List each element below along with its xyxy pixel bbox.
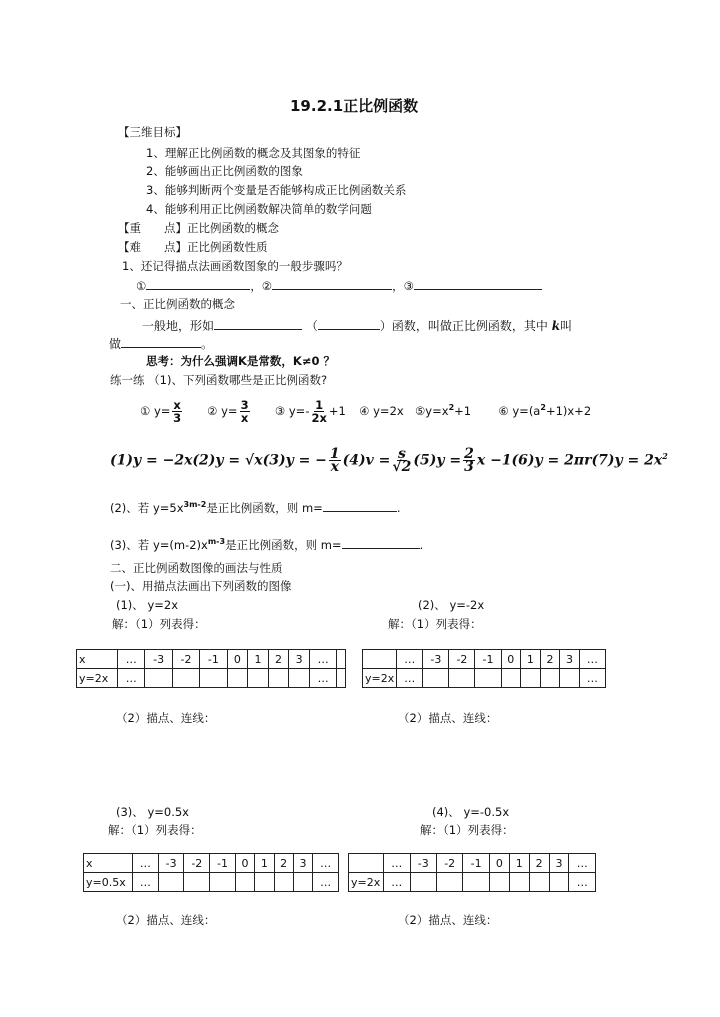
plot-label: （2）描点、连线：: [116, 711, 216, 725]
table-input-cell[interactable]: [449, 669, 475, 688]
problem-label: (1)、 y=2x: [116, 598, 179, 612]
table-cell: 2: [274, 854, 293, 873]
numerator: x: [173, 397, 181, 412]
paren-open: （: [305, 319, 318, 333]
think-question: 思考：为什么强调K是常数，K≠0 ？: [146, 354, 335, 368]
definition-text: 做: [109, 337, 122, 351]
table-cell: 2: [268, 650, 289, 669]
step1-blank[interactable]: [146, 277, 250, 290]
table-cell: -2: [172, 650, 199, 669]
table-row: [84, 854, 339, 873]
table-input-cell[interactable]: [200, 669, 227, 688]
table-input-cell[interactable]: [210, 873, 236, 892]
table-cell: …: [118, 650, 145, 669]
numerator: 2: [464, 446, 474, 463]
table-input-cell[interactable]: [235, 873, 254, 892]
difficulty: 【难 点】正比例函数性质: [118, 240, 268, 254]
table-row: [77, 650, 346, 669]
option-label: ①: [140, 403, 151, 418]
table-cell: 0: [227, 650, 248, 669]
option-text: y=: [221, 403, 238, 418]
table-cell: [363, 650, 397, 669]
table-cell: y=2x: [363, 669, 397, 688]
question-3: [110, 534, 423, 553]
table-input-cell[interactable]: [521, 669, 541, 688]
math-list: [110, 438, 668, 479]
step2-blank[interactable]: [272, 277, 392, 290]
table-row: [84, 873, 339, 892]
table-input-cell[interactable]: [293, 873, 312, 892]
form-blank[interactable]: [214, 317, 302, 330]
table-cell: -2: [449, 650, 475, 669]
numerator: 1: [315, 397, 324, 412]
question-2: [110, 497, 400, 516]
table-cell: 2: [529, 854, 549, 873]
math-item: (6)y = 2πr: [511, 452, 592, 469]
math-item: (4)v =: [342, 452, 391, 469]
table-cell: …: [579, 669, 605, 688]
option-text: y=: [153, 403, 171, 418]
table-input-cell[interactable]: [436, 873, 462, 892]
table-input-cell[interactable]: [501, 669, 521, 688]
denominator: x: [240, 410, 249, 425]
question-text: (2)、若 y=5x: [110, 500, 184, 515]
table-cell: -1: [200, 650, 227, 669]
page-title: 19.2.1正比例函数: [290, 97, 419, 115]
table-cell: -1: [475, 650, 501, 669]
goal-item: 1、理解正比例函数的概念及其图象的特征: [146, 146, 361, 160]
table-input-cell[interactable]: [184, 873, 210, 892]
value-table: [362, 649, 606, 688]
m-answer-blank[interactable]: [323, 499, 397, 512]
table-cell: [337, 669, 346, 688]
table-row: [349, 873, 596, 892]
option-label: ②: [207, 403, 218, 418]
table-cell: 1: [248, 650, 269, 669]
table-input-cell[interactable]: [540, 669, 560, 688]
option-text: y=-: [288, 403, 310, 418]
definition-line: [142, 317, 572, 334]
definition-line-2: [109, 335, 213, 352]
condition-blank[interactable]: [318, 317, 380, 330]
math-item: (7)y = 2x: [591, 452, 663, 469]
step-marker: ，②: [250, 279, 273, 293]
table-input-cell[interactable]: [475, 669, 501, 688]
exponent: 2: [662, 451, 668, 461]
option-text: ⑤y=x: [415, 403, 449, 418]
math-item: (2)y = √x: [192, 452, 263, 469]
table-cell: …: [309, 650, 336, 669]
table-cell: 3: [549, 854, 569, 873]
math-item: x −1: [476, 452, 512, 469]
table-cell: …: [118, 669, 145, 688]
table-cell: -2: [436, 854, 462, 873]
section1-heading: 一、正比例函数的概念: [120, 297, 235, 311]
goal-item: 4、能够利用正比例函数解决简单的数学问题: [146, 202, 372, 216]
table-cell: 3: [560, 650, 580, 669]
denominator: 2x: [311, 410, 327, 425]
table-cell: x: [77, 650, 118, 669]
denominator: 3: [173, 410, 182, 425]
value-table: [76, 649, 346, 688]
options-row: [140, 392, 591, 427]
table-row: [363, 669, 606, 688]
table-input-cell[interactable]: [268, 669, 289, 688]
table-cell: -1: [463, 854, 489, 873]
table-cell: …: [569, 854, 596, 873]
option-text: ④ y=2x: [359, 403, 404, 418]
problem-label: (2)、 y=-2x: [418, 598, 485, 612]
denominator: x: [330, 459, 339, 476]
solve-label: 解：（1）列表得：: [420, 823, 514, 837]
question-text: 是正比例函数，则 m=: [206, 500, 323, 515]
table-cell: …: [133, 873, 159, 892]
table-input-cell[interactable]: [410, 873, 436, 892]
fraction: [240, 399, 250, 424]
table-cell: 1: [521, 650, 541, 669]
fraction: [392, 446, 412, 476]
table-input-cell[interactable]: [255, 873, 274, 892]
k-symbol: k: [551, 319, 561, 333]
question-text: .: [396, 500, 401, 515]
goal-item: 3、能够判断两个变量是否能够构成正比例函数关系: [146, 183, 407, 197]
table-cell: …: [384, 873, 411, 892]
table-cell: [349, 854, 384, 873]
table-cell: …: [313, 873, 339, 892]
math-item: (3)y = −: [262, 452, 327, 469]
table-cell: [337, 650, 346, 669]
option-text: ⑥ y=(a: [498, 403, 541, 418]
table-input-cell[interactable]: [274, 873, 293, 892]
table-cell: -3: [158, 854, 184, 873]
table-input-cell[interactable]: [172, 669, 199, 688]
step-marker: ①: [136, 279, 147, 293]
goals-heading: 【三维目标】: [118, 125, 187, 139]
plot-label: （2）描点、连线：: [398, 711, 498, 725]
table-input-cell[interactable]: [423, 669, 449, 688]
table-cell: y=2x: [77, 669, 118, 688]
goal-item: 2、能够画出正比例函数的图象: [146, 164, 303, 178]
table-row: [363, 650, 606, 669]
table-input-cell[interactable]: [248, 669, 269, 688]
m-answer-blank[interactable]: [342, 536, 420, 549]
table-cell: 0: [501, 650, 521, 669]
denominator: 3: [464, 459, 474, 476]
review-question: 1、还记得描点法画函数图象的一般步骤吗？: [122, 259, 348, 273]
definition-text: 叫: [560, 319, 573, 333]
table-cell: -2: [184, 854, 210, 873]
step-marker: ，③: [392, 279, 414, 293]
definition-text: ）函数，叫做正比例函数，其中: [379, 319, 548, 333]
table-cell: …: [384, 854, 411, 873]
exponent: 2: [540, 403, 546, 412]
value-table: [83, 853, 339, 892]
table-cell: y=2x: [349, 873, 384, 892]
review-steps: [136, 277, 542, 294]
question-text: 是正比例函数，则 m=: [225, 537, 342, 552]
step3-blank[interactable]: [414, 277, 542, 290]
question-text: .: [419, 537, 424, 552]
solve-label: 解：（1）列表得：: [112, 617, 206, 631]
exponent: 3m-2: [183, 500, 207, 509]
table-cell: 2: [540, 650, 560, 669]
problem-label: (4)、 y=-0.5x: [432, 805, 510, 819]
option-text: +1: [328, 403, 346, 418]
table-input-cell[interactable]: [489, 873, 509, 892]
math-item: (5)y =: [413, 452, 462, 469]
k-name-blank[interactable]: [121, 335, 201, 348]
table-input-cell[interactable]: [227, 669, 248, 688]
plot-label: （2）描点、连线：: [398, 913, 498, 927]
table-cell: …: [579, 650, 605, 669]
table-input-cell[interactable]: [289, 669, 310, 688]
definition-text: 一般地，形如: [142, 319, 215, 333]
option-text: +1)x+2: [545, 403, 592, 418]
numerator: s: [397, 446, 406, 463]
fraction: [463, 446, 475, 476]
problem-label: (3)、 y=0.5x: [116, 805, 189, 819]
table-cell: -3: [423, 650, 449, 669]
fraction: [172, 399, 181, 424]
exponent: 2: [448, 403, 455, 412]
table-cell: 1: [255, 854, 274, 873]
solve-label: 解：（1）列表得：: [388, 617, 482, 631]
table-cell: …: [569, 873, 596, 892]
solve-label: 解：（1）列表得：: [108, 823, 202, 837]
table-cell: …: [133, 854, 159, 873]
question-text: (3)、若 y=(m-2)x: [110, 537, 208, 552]
fraction: [311, 399, 326, 424]
table-cell: …: [397, 669, 423, 688]
table-cell: 0: [235, 854, 254, 873]
table-input-cell[interactable]: [549, 873, 569, 892]
table-input-cell[interactable]: [509, 873, 529, 892]
table-input-cell[interactable]: [463, 873, 489, 892]
table-row: [77, 669, 346, 688]
table-cell: 0: [489, 854, 509, 873]
table-cell: -1: [210, 854, 236, 873]
table-input-cell[interactable]: [560, 669, 580, 688]
math-item: (1)y = −2x: [110, 452, 193, 469]
table-cell: 3: [293, 854, 312, 873]
table-cell: -3: [145, 650, 172, 669]
option-text: +1: [454, 403, 472, 418]
table-input-cell[interactable]: [158, 873, 184, 892]
option-label: ③: [274, 403, 286, 418]
value-table: [348, 853, 596, 892]
table-cell: …: [309, 669, 336, 688]
denominator: √2: [392, 459, 412, 476]
table-input-cell[interactable]: [529, 873, 549, 892]
key-point: 【重 点】正比例函数的概念: [118, 221, 279, 235]
table-cell: 3: [289, 650, 310, 669]
table-cell: 1: [509, 854, 529, 873]
table-input-cell[interactable]: [145, 669, 172, 688]
definition-text: 。: [201, 337, 214, 351]
section2-sub: (一)、用描点法画出下列函数的图像: [110, 579, 292, 593]
section2-heading: 二、正比例函数图像的画法与性质: [110, 561, 283, 575]
table-cell: …: [313, 854, 339, 873]
exponent: m-3: [207, 537, 226, 546]
table-cell: x: [84, 854, 133, 873]
plot-label: （2）描点、连线：: [116, 913, 216, 927]
fraction: [329, 446, 341, 476]
table-cell: y=0.5x: [84, 873, 133, 892]
numerator: 1: [329, 446, 340, 463]
exercise-intro: 练一练 （1)、下列函数哪些是正比例函数?: [110, 373, 328, 387]
table-cell: -3: [410, 854, 436, 873]
table-row: [349, 854, 596, 873]
table-cell: …: [397, 650, 423, 669]
numerator: 3: [240, 397, 249, 412]
